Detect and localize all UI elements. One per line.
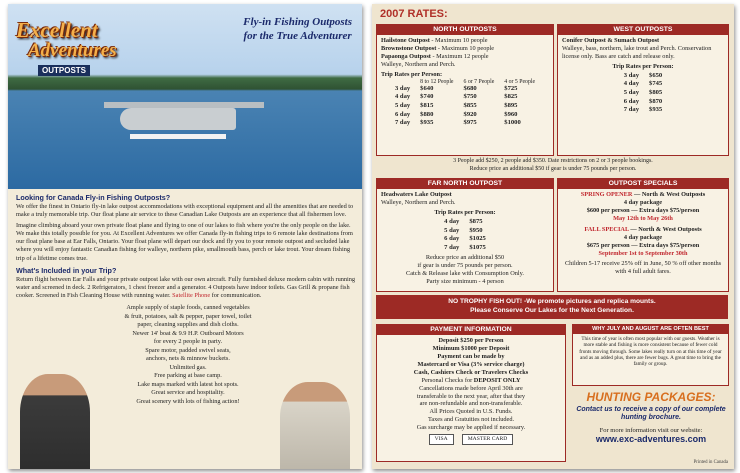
children-discount: Children 5-17 receive 25% off in June, 50 % off other months with 4 full adult fares. — [564, 260, 722, 276]
logo-line-1: Excellent — [16, 18, 98, 42]
payment-info-box — [376, 324, 566, 462]
amenity-item: Great service and hospitality. — [151, 389, 225, 396]
amenities-list — [108, 304, 268, 406]
table-row: 3 day $640 $680 $725 — [394, 84, 518, 92]
table-row: 6 day $870 — [623, 97, 663, 105]
far-north-rates-table — [439, 218, 491, 252]
table-row: 4 day $740 $750 $825 — [394, 93, 518, 101]
amenity-item: Lake maps marked with latest hot spots. — [137, 380, 239, 388]
north-outposts-header: NORTH OUTPOSTS — [377, 25, 553, 35]
table-row: 5 day $815 $855 $895 — [394, 101, 518, 109]
why-july-text: This time of year is often most popular with our guests. Weather is more stable and fishing is more consistent because of fewer cold fronts moving through. Some lakes really turn on at this time of year and as an added plus, there are fewer bugs. A great time to bring the family or group. — [579, 335, 722, 368]
included-paragraph — [16, 276, 356, 300]
far-north-box — [376, 178, 554, 292]
included-heading: What's Included in your Trip? — [16, 265, 117, 275]
personal-checks-line: Personal Checks for DEPOSIT ONLY — [421, 376, 521, 384]
far-north-name: Headwaters Lake Outpost — [381, 191, 452, 199]
company-logo — [16, 18, 117, 78]
spring-package: 4 day package — [623, 199, 663, 207]
website-link[interactable]: www.exc-adventures.com — [595, 433, 707, 444]
website-label: For more information visit our website: — [599, 426, 703, 434]
payment-line: Mastercard or Visa (3% service charge) — [417, 361, 525, 369]
table-row: 7 day $1075 — [444, 243, 486, 251]
satellite-phone-link[interactable]: Satellite Phone — [172, 291, 211, 299]
included-tail: for communication. — [210, 291, 262, 299]
payment-line: Gas surcharge may be applied if necessary. — [416, 423, 526, 431]
north-outpost-line: Brownstone Outpost - Maximum 10 people — [381, 45, 495, 53]
west-trip-label: Trip Rates per Person: — [612, 63, 674, 71]
payment-line: Deposit $250 per Person — [438, 337, 504, 345]
amenity-item: Great scenery with lots of fishing action! — [136, 397, 240, 405]
amenity-item: Spare motor, padded swivel seats, — [145, 346, 231, 354]
payment-line: transferable to the next year, after that they — [416, 392, 526, 400]
intro-paragraph-1: We offer the finest in Ontario fly-in lake outpost accommodations with exceptional equipment and all the amenities that are needed to make a truly memorable trip. Our float plane air service to these Canadian Lake Outposts are an experience that all fishermen love. — [16, 203, 354, 219]
hunting-title: HUNTING PACKAGES: — [586, 390, 716, 404]
payment-line: Minimum $1000 per Deposit — [432, 345, 510, 353]
tagline-line-2: for the True Adventurer — [243, 29, 352, 42]
intro-paragraph-2: Imagine climbing aboard your own private float plane and flying to one of our lakes to fish where you're the only people on the lake. We make this totally possible for you. At Excellent Adventures we offer Canada fly-in fishing trips to 6 remote lake destinations from our float plane base at Ear Falls, Ontario. Your float plane will depart our dock and fly you to your remote outpost and secluded lake where you will enjoy fantastic Canadian fishing for walleye, northern pike, smallmouth bass, perch or lake trout. Your dream fishing trip of a lifetime comes true. — [16, 222, 353, 262]
amenity-item: Free parking at base camp. — [154, 372, 222, 379]
fall-dates: September 1st to September 30th — [598, 249, 688, 257]
logo-line-3: OUTPOSTS — [38, 65, 90, 76]
table-row: 4 day $875 — [444, 218, 483, 226]
amenity-item: Ample supply of staple foods, canned vegetables — [126, 304, 250, 311]
payment-header: PAYMENT INFORMATION — [377, 325, 565, 335]
far-north-species: Walleye, Northern and Perch. — [381, 199, 456, 207]
column-header: 8 to 12 People — [420, 78, 454, 85]
conservation-banner: NO TROPHY FISH OUT! -We promote pictures and replica mounts. Please Conserve Our Lakes for the Next Generation. — [376, 295, 728, 319]
visa-icon: VISA — [429, 434, 454, 446]
intro-heading: Looking for Canada Fly-in Fishing Outposts? — [16, 193, 171, 202]
west-outposts-box — [557, 24, 729, 156]
table-row: 7 day $935 $975 $1000 — [394, 119, 521, 127]
brochure-front-page — [8, 4, 362, 469]
spring-opener-line: SPRING OPENER — North & West Outposts — [580, 191, 706, 199]
hunting-packages — [572, 390, 730, 444]
mastercard-icon: MASTER CARD — [462, 434, 514, 446]
table-row: 6 day $1025 — [444, 235, 486, 243]
group-size-note: 3 People add $250, 2 people add $350. Date restrictions on 2 or 3 people bookings. Reduce price an additional $50 if gear is under 75 pounds per person. — [453, 158, 653, 172]
column-header: 6 or 7 People — [463, 78, 495, 85]
north-rates-table — [390, 79, 540, 128]
table-row: 5 day $950 — [444, 226, 483, 234]
far-north-notes: Reduce price an additional $50 if gear is under 75 pounds per person. Catch & Release lake with Consumption Only. Party size minimum - 4 person — [406, 254, 524, 285]
fall-package: 4 day package — [623, 233, 663, 241]
fall-special-line: FALL SPECIAL — North & West Outposts — [584, 225, 702, 233]
tagline-line-1: Fly-in Fishing Outposts — [243, 16, 352, 28]
payment-line: Cancellations made before April 30th are — [419, 384, 523, 392]
intro-text — [16, 190, 356, 303]
payment-line: Cash, Cashiers Check or Travelers Checks — [413, 368, 529, 376]
payment-line: are non-refundable and non-transferable. — [419, 400, 523, 408]
amenity-item: for every 2 people in party. — [153, 338, 223, 345]
rates-title: 2007 RATES: — [380, 8, 448, 20]
brochure-rates-page — [372, 4, 734, 469]
table-row: 6 day $880 $920 $960 — [394, 110, 518, 118]
printed-in-canada: Printed in Canada — [693, 460, 728, 465]
card-logos — [381, 434, 561, 446]
amenity-item: anchors, nets & minnow buckets. — [146, 355, 230, 362]
hunting-subtitle: Contact us to receive a copy of our complete hunting brochure. — [576, 406, 726, 422]
table-row: 3 day $650 — [623, 71, 663, 79]
amenity-item: paper, cleaning supplies and dish cloths. — [137, 321, 239, 328]
far-north-trip-label: Trip Rates per Person: — [434, 209, 496, 217]
north-trip-label: Trip Rates per Person: — [381, 70, 443, 78]
table-row: 7 day $935 — [623, 106, 663, 114]
included-text: Return flight between Ear Falls and your private outpost lake with our own aircraft. Fully furnished deluxe modern cabin with running water and screened in deck. 2 Refrigerators, 1 chest freezer and a generator. 4 Outposts have indoor toilets. Gas Grill & propane fish cooker. Screened in Fish Cleaning House with running water. — [16, 275, 356, 299]
west-outposts-header: WEST OUTPOSTS — [558, 25, 728, 35]
angler-photo-left — [20, 374, 90, 469]
amenity-item: Newer 14' boat & 9.9 H.P. Outboard Motors — [132, 329, 244, 337]
payment-line: Taxes and Gratuities not included. — [427, 416, 515, 424]
north-species: Walleye, Northern and Perch. — [381, 61, 456, 69]
outpost-specials-box — [557, 178, 729, 292]
tagline — [243, 16, 352, 44]
amenity-item: Unlimited gas. — [169, 363, 207, 371]
table-row: 4 day $745 — [623, 80, 663, 88]
spring-dates: May 12th to May 26th — [613, 215, 673, 223]
west-outpost-line: Conifer Outpost & Sumach Outpost — [562, 37, 660, 45]
north-outpost-line: Hailstone Outpost - Maximum 10 people — [381, 37, 488, 45]
table-row: 5 day $805 — [623, 89, 663, 97]
fall-price: $675 per person — Extra days $75/person — [586, 241, 700, 249]
plane-float — [130, 134, 226, 139]
column-header: 4 or 5 People — [504, 78, 536, 85]
payment-line: Payment can be made by — [437, 353, 505, 361]
payment-line: All Prices Quoted in U.S. Funds. — [429, 408, 513, 416]
amenities-area — [8, 304, 362, 469]
amenity-item: & fruit, potatoes, salt & pepper, paper towel, toilet — [124, 312, 252, 320]
floatplane-image — [120, 108, 236, 130]
north-outpost-line: Papaonga Outpost - Maximum 12 people — [381, 53, 489, 61]
far-north-header: FAR NORTH OUTPOST — [377, 179, 553, 189]
west-species: Walleye, bass, northern, lake trout and Perch. Conservation license only. Bass are catch and release only. — [562, 45, 712, 61]
specials-header: OUTPOST SPECIALS — [558, 179, 728, 189]
angler-photo-right — [280, 382, 350, 469]
spring-price: $600 per person — Extra days $75/person — [586, 207, 700, 215]
west-rates-table — [619, 72, 667, 115]
logo-line-2: Adventures — [28, 40, 117, 61]
why-july-box — [572, 324, 729, 386]
why-july-header: WHY JULY AND AUGUST ARE OFTEN BEST — [573, 325, 728, 334]
north-outposts-box — [376, 24, 554, 156]
